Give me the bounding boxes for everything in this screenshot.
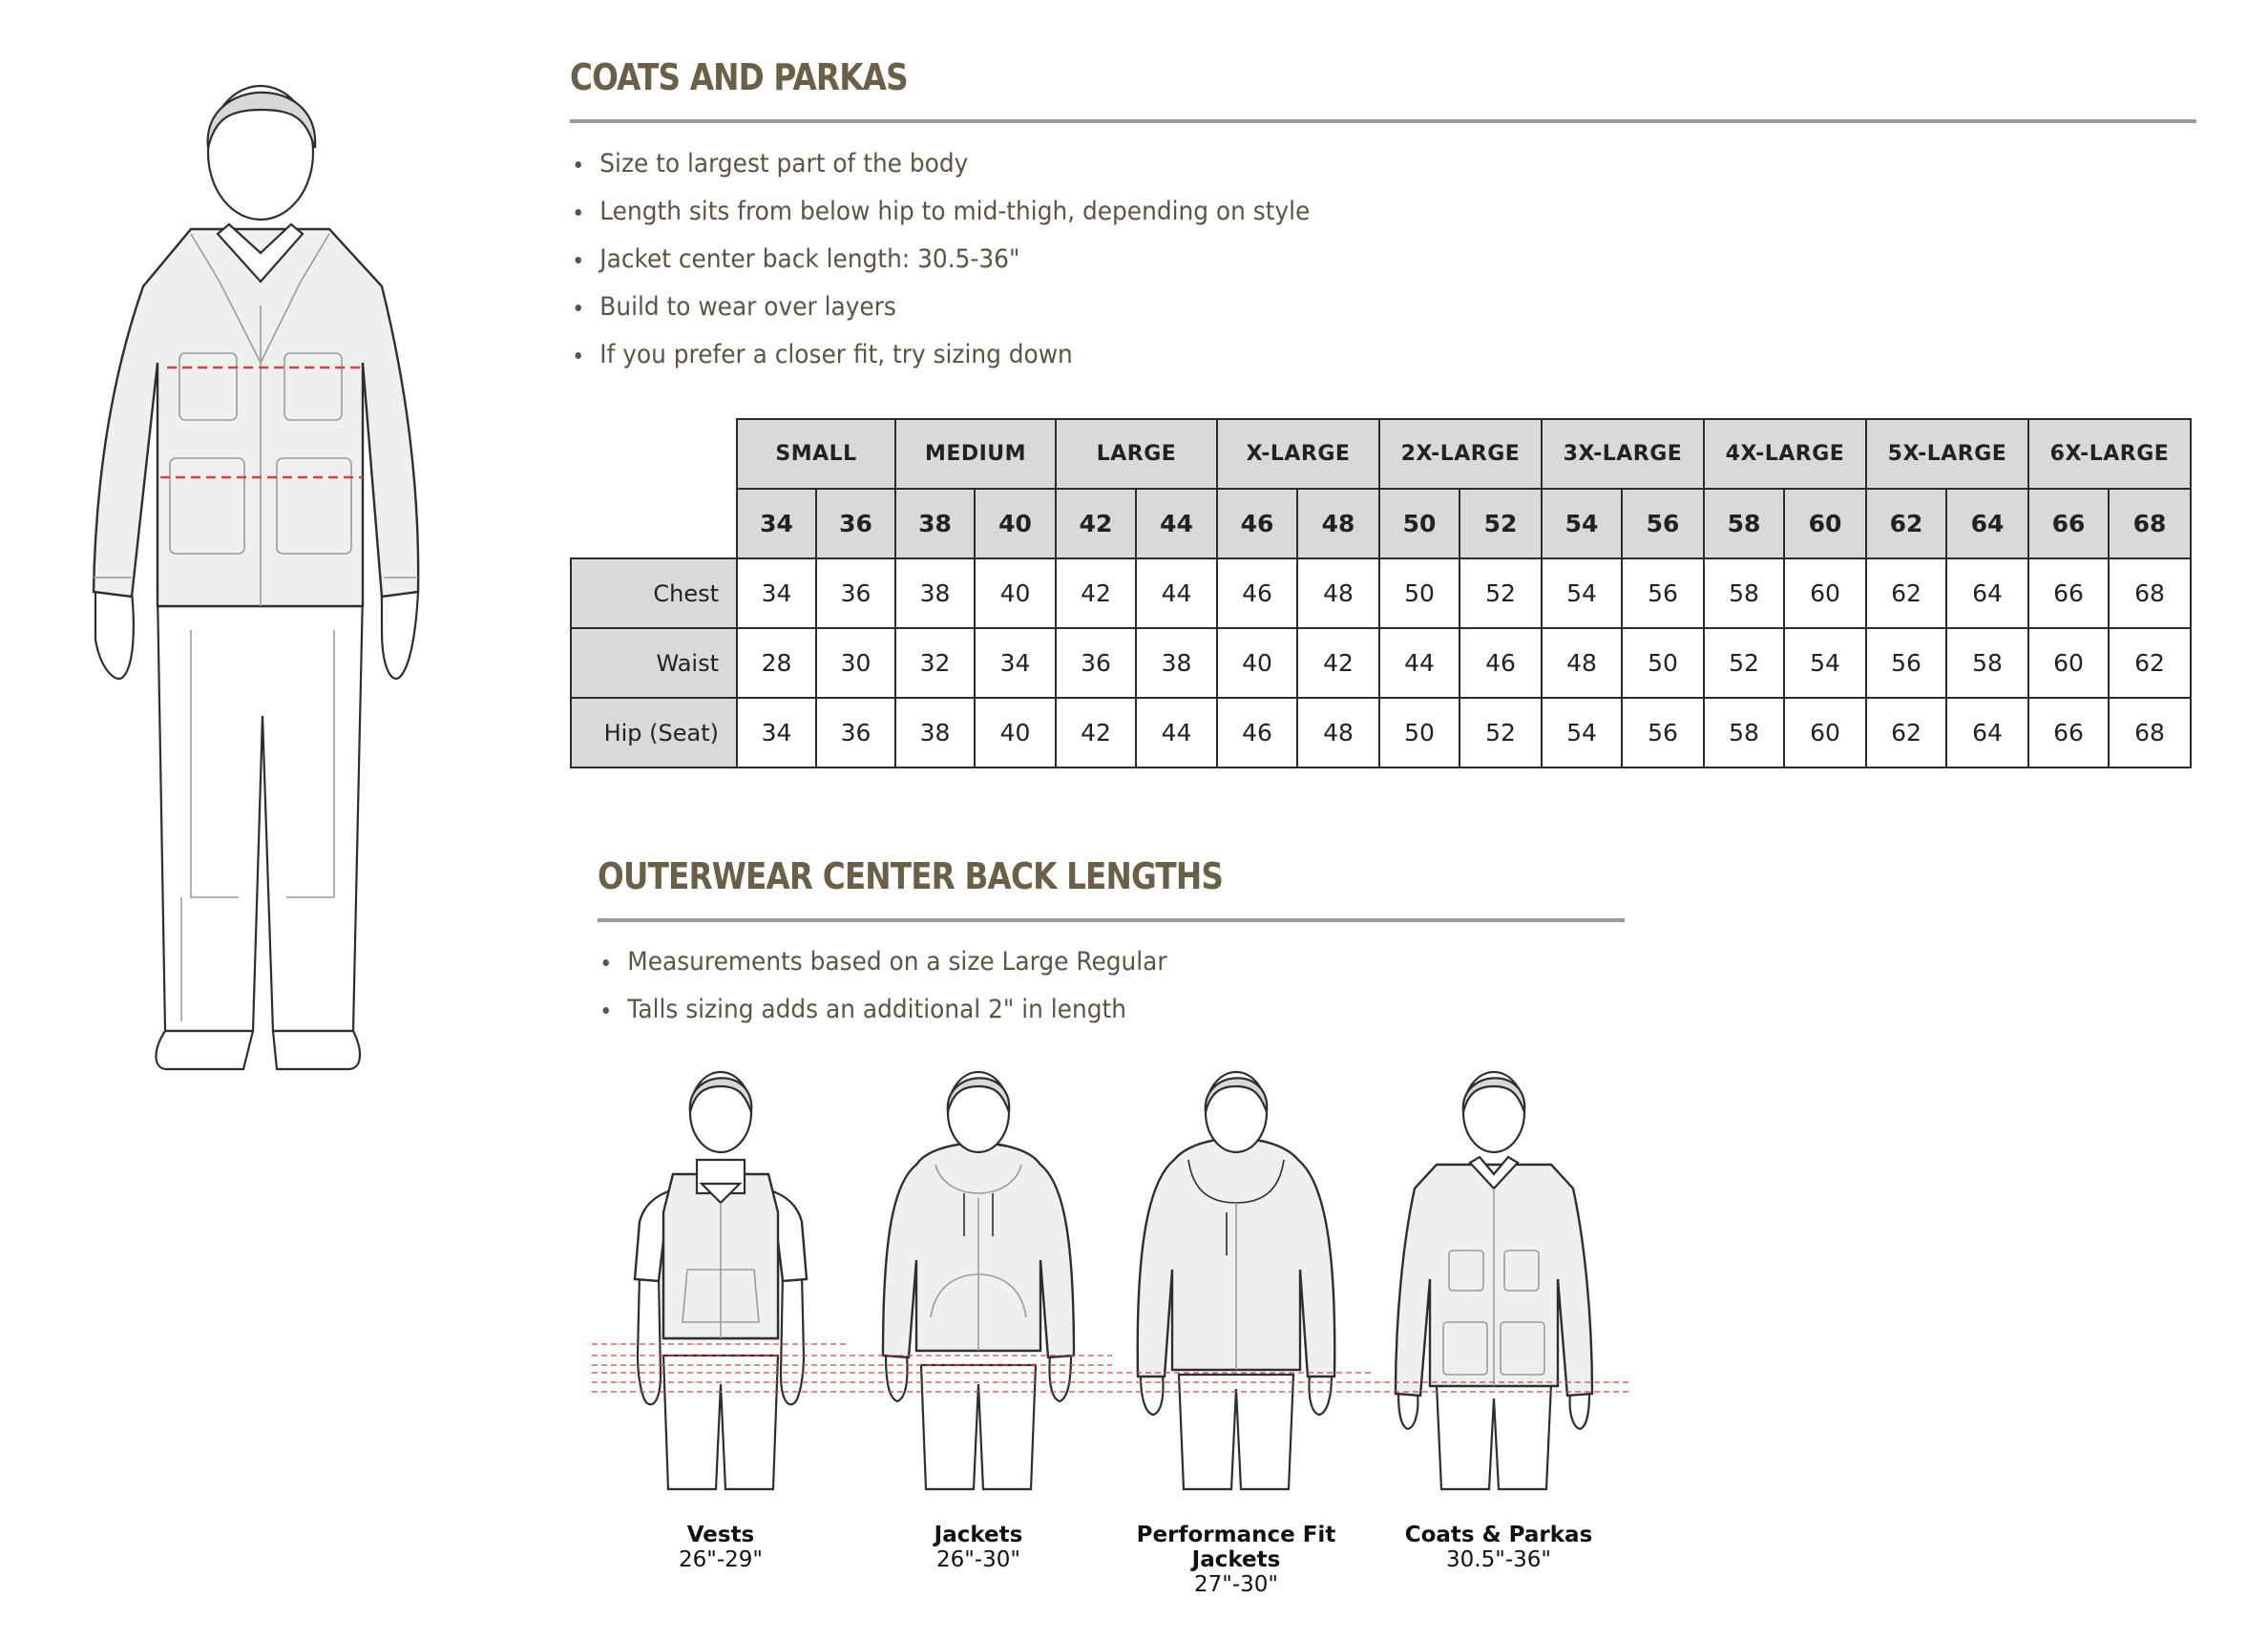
table-row [571, 628, 2191, 698]
vest-figure [635, 1072, 807, 1489]
performance-jacket-figure [1138, 1072, 1334, 1489]
row-label-chest: Chest [571, 558, 737, 628]
table-cell: 42 [1297, 628, 1379, 698]
size-group-header: 6X-LARGE [2028, 419, 2191, 489]
table-cell: 28 [737, 628, 816, 698]
figure-name: Vests [686, 1523, 755, 1547]
table-cell: 60 [1784, 558, 1866, 628]
size-number-header: 54 [1542, 489, 1622, 558]
table-cell: 60 [2028, 628, 2109, 698]
table-cell: 44 [1136, 698, 1217, 767]
table-cell: 54 [1784, 628, 1866, 698]
table-cell: 68 [2109, 558, 2191, 628]
size-group-header: 4X-LARGE [1704, 419, 1866, 489]
table-cell: 34 [737, 558, 816, 628]
table-cell: 46 [1217, 558, 1297, 628]
table-cell: 56 [1622, 698, 1704, 767]
size-number-header: 40 [975, 489, 1056, 558]
table-cell: 40 [1217, 628, 1297, 698]
table-cell: 46 [1460, 628, 1542, 698]
size-number-header: 42 [1056, 489, 1136, 558]
table-cell: 48 [1542, 628, 1622, 698]
size-number-header: 36 [816, 489, 895, 558]
table-cell: 58 [1704, 698, 1784, 767]
table-cell: 64 [1946, 698, 2028, 767]
table-cell: 62 [1866, 698, 1946, 767]
outerwear-bullet: Measurements based on a size Large Regular [598, 938, 1167, 986]
size-number-header: 34 [737, 489, 816, 558]
coats-bullet: Build to wear over layers [570, 284, 1310, 331]
size-number-header: 46 [1217, 489, 1297, 558]
figure-length: 26"-30" [936, 1547, 1020, 1572]
figure-caption-vests [625, 1523, 816, 1572]
size-group-header: SMALL [737, 419, 895, 489]
outerwear-section-title: OUTERWEAR CENTER BACK LENGTHS [598, 855, 1223, 897]
size-number-header: 50 [1379, 489, 1460, 558]
table-cell: 30 [816, 628, 895, 698]
table-cell: 48 [1297, 698, 1379, 767]
coats-bullet: Size to largest part of the body [570, 140, 1310, 188]
coats-bullets [570, 140, 1375, 379]
table-cell: 52 [1460, 698, 1542, 767]
table-cell: 50 [1379, 698, 1460, 767]
outerwear-section-rule [598, 918, 1625, 922]
size-group-header-row [571, 419, 2191, 489]
table-corner-blank [571, 489, 737, 558]
table-cell: 34 [975, 628, 1056, 698]
size-number-header: 56 [1622, 489, 1704, 558]
main-figure-illustration [76, 57, 439, 1079]
size-number-header-row [571, 489, 2191, 558]
table-cell: 40 [975, 558, 1056, 628]
figure-name: Coats & Parkas [1404, 1523, 1593, 1547]
left-hand [95, 592, 134, 679]
figure-length: 26"-29" [679, 1547, 763, 1572]
table-cell: 56 [1866, 628, 1946, 698]
table-cell: 38 [895, 558, 975, 628]
figure-length: 27"-30" [1194, 1572, 1278, 1597]
table-cell: 46 [1217, 698, 1297, 767]
size-group-header: X-LARGE [1217, 419, 1379, 489]
table-cell: 68 [2109, 698, 2191, 767]
size-number-header: 52 [1460, 489, 1542, 558]
size-group-header: 2X-LARGE [1379, 419, 1542, 489]
table-cell: 60 [1784, 698, 1866, 767]
table-cell: 44 [1136, 558, 1217, 628]
figure-name: Jackets [934, 1523, 1023, 1547]
size-group-header: MEDIUM [895, 419, 1056, 489]
table-corner-blank [571, 419, 737, 489]
size-number-header: 48 [1297, 489, 1379, 558]
coats-bullet: If you prefer a closer fit, try sizing down [570, 331, 1310, 379]
table-cell: 42 [1056, 698, 1136, 767]
figure-pants [156, 592, 363, 1069]
table-cell: 34 [737, 698, 816, 767]
size-group-header: 5X-LARGE [1866, 419, 2028, 489]
table-cell: 52 [1460, 558, 1542, 628]
size-number-header: 62 [1866, 489, 1946, 558]
table-cell: 38 [1136, 628, 1217, 698]
figure-caption-jackets [883, 1523, 1074, 1572]
coats-bullet: Length sits from below hip to mid-thigh, depending on style [570, 188, 1310, 236]
table-cell: 32 [895, 628, 975, 698]
outerwear-bullets [598, 938, 1216, 1034]
size-number-header: 44 [1136, 489, 1217, 558]
table-cell: 36 [816, 558, 895, 628]
table-cell: 66 [2028, 558, 2109, 628]
size-chart-table [570, 418, 2192, 768]
size-number-header: 60 [1784, 489, 1866, 558]
table-row [571, 698, 2191, 767]
table-cell: 44 [1379, 628, 1460, 698]
table-cell: 40 [975, 698, 1056, 767]
table-cell: 42 [1056, 558, 1136, 628]
size-group-header: 3X-LARGE [1542, 419, 1704, 489]
figure-length: 30.5"-36" [1446, 1547, 1551, 1572]
table-cell: 38 [895, 698, 975, 767]
size-number-header: 68 [2109, 489, 2191, 558]
jacket-figure [883, 1072, 1074, 1489]
size-number-header: 58 [1704, 489, 1784, 558]
size-group-header: LARGE [1056, 419, 1217, 489]
outerwear-figures-illustration [592, 1069, 1632, 1499]
table-cell: 52 [1704, 628, 1784, 698]
outerwear-bullet: Talls sizing adds an additional 2" in length [598, 986, 1167, 1034]
size-number-header: 66 [2028, 489, 2109, 558]
table-cell: 66 [2028, 698, 2109, 767]
table-cell: 50 [1379, 558, 1460, 628]
coats-bullet: Jacket center back length: 30.5-36" [570, 236, 1310, 284]
row-label-hip-seat: Hip (Seat) [571, 698, 737, 767]
table-cell: 54 [1542, 698, 1622, 767]
table-cell: 62 [1866, 558, 1946, 628]
coat-figure [1396, 1072, 1592, 1489]
table-cell: 58 [1704, 558, 1784, 628]
table-cell: 56 [1622, 558, 1704, 628]
table-cell: 62 [2109, 628, 2191, 698]
coats-section-title: COATS AND PARKAS [570, 56, 908, 98]
table-cell: 58 [1946, 628, 2028, 698]
figure-caption-performance-fit-jackets [1093, 1523, 1379, 1597]
right-hand [382, 592, 418, 679]
table-cell: 36 [816, 698, 895, 767]
figure-caption-coats-parkas [1379, 1523, 1618, 1572]
table-cell: 54 [1542, 558, 1622, 628]
table-cell: 36 [1056, 628, 1136, 698]
table-cell: 50 [1622, 628, 1704, 698]
size-number-header: 64 [1946, 489, 2028, 558]
coats-section-rule [570, 119, 2196, 123]
figure-name: Performance Fit Jackets [1136, 1523, 1336, 1572]
row-label-waist: Waist [571, 628, 737, 698]
table-cell: 48 [1297, 558, 1379, 628]
table-cell: 64 [1946, 558, 2028, 628]
size-number-header: 38 [895, 489, 975, 558]
table-row [571, 558, 2191, 628]
figure-coat [94, 224, 418, 606]
